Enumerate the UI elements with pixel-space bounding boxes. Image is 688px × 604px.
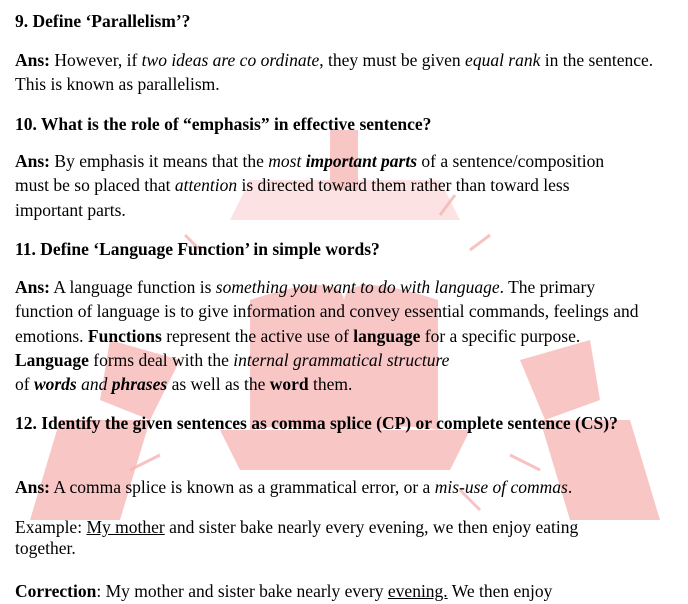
answer-bold: word: [269, 374, 309, 395]
question-10-answer: [15, 149, 635, 222]
question-11-answer: [15, 275, 645, 396]
answer-emphasis: attention: [174, 175, 238, 196]
answer-label: Ans:: [15, 477, 51, 497]
answer-text: for a specific purpose.: [420, 325, 581, 346]
answer-text: .: [567, 477, 573, 497]
question-11-heading: 11. Define ‘Language Function’ in simple words?: [15, 239, 380, 259]
answer-emphasis: most: [268, 151, 306, 171]
question-10-heading: 10. What is the role of “emphasis” in effective sentence?: [15, 114, 432, 134]
answer-strong-emphasis: important parts: [305, 151, 418, 171]
answer-emphasis: two ideas are co ordinate: [141, 50, 320, 70]
answer-bold: Functions: [87, 325, 162, 346]
question-12-heading: 12. Identify the given sentences as comma splice (CP) or complete sentence (CS)?: [15, 413, 618, 433]
answer-text: , they must be given: [319, 50, 466, 70]
answer-strong-emphasis: phrases: [111, 374, 168, 395]
answer-emphasis: equal rank: [465, 50, 541, 70]
answer-text: A language function is: [50, 277, 216, 297]
answer-text: A comma splice is known as a grammatical error, or a: [50, 477, 435, 497]
correction-underlined: evening.: [387, 581, 448, 601]
example-label: Example:: [15, 517, 87, 537]
question-9-heading: 9. Define ‘Parallelism’?: [15, 11, 191, 31]
answer-text: However, if: [50, 50, 142, 70]
answer-bold: language: [353, 325, 421, 346]
answer-text: represent the active use of: [161, 325, 354, 346]
answer-label: Ans:: [15, 151, 51, 171]
answer-text: forms deal with the: [88, 349, 234, 370]
answer-emphasis: and: [76, 374, 112, 395]
answer-text: in the sentence. This is known as parallelism.: [15, 50, 654, 95]
answer-text: is directed toward them rather than toward less important parts.: [15, 175, 570, 220]
example-text: and sister bake nearly every evening, we then enjoy eating together.: [15, 517, 579, 558]
example-underlined: My mother: [86, 517, 165, 537]
answer-label: Ans:: [15, 277, 51, 297]
correction-text: We then enjoy: [447, 581, 553, 601]
answer-text: of: [15, 374, 34, 395]
answer-text: By emphasis it means that the: [50, 151, 269, 171]
correction-label: Correction: [15, 581, 97, 601]
question-12-answer: [15, 475, 675, 499]
answer-emphasis: internal grammatical structure: [233, 349, 450, 370]
answer-text: . The primary function of language is to give information and convey essential commands, feelings and emotions.: [15, 277, 639, 346]
answer-bold: Language: [15, 349, 89, 370]
question-9-answer: [15, 48, 675, 97]
answer-emphasis: something you want to do with language: [215, 277, 500, 297]
example-sentence: [15, 517, 635, 559]
answer-text: them.: [308, 374, 353, 395]
answer-text: as well as the: [167, 374, 270, 395]
answer-emphasis: mis-use of commas: [434, 477, 568, 497]
answer-label: Ans:: [15, 50, 51, 70]
answer-strong-emphasis: words: [33, 374, 77, 395]
correction-text: : My mother and sister bake nearly every: [96, 581, 388, 601]
correction-sentence: [15, 579, 675, 603]
answer-text: of a sentence/composition must be so placed that: [15, 151, 605, 196]
